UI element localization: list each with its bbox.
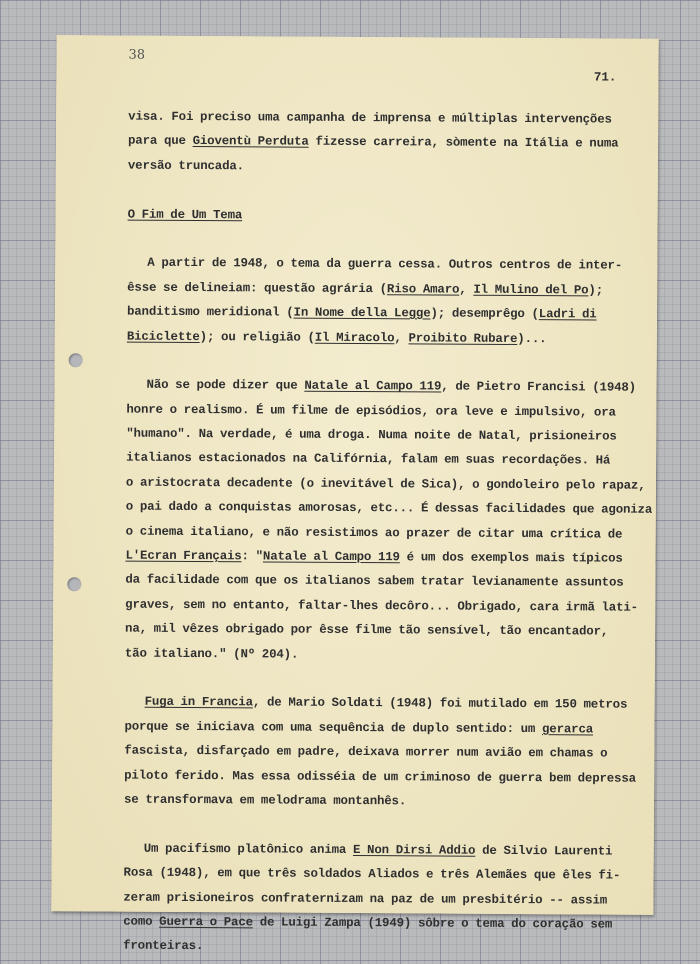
text-line	[127, 275, 649, 303]
text-run: italianos estacionados na Califórnia, falam em suas recordações. Há	[126, 451, 611, 469]
text-line	[124, 836, 646, 864]
text-run: );	[588, 283, 604, 298]
paragraph-gap	[125, 666, 647, 694]
underlined-title: Biciclette	[126, 329, 200, 344]
text-run: A partir de 1948, o tema da guerra cessa. Outros centros de inter-	[147, 256, 623, 273]
underlined-title: Natale al Campo 119	[304, 378, 442, 394]
underlined-title: Gioventù Perduta	[192, 134, 309, 150]
text-line	[125, 617, 647, 645]
paragraph-gap	[127, 227, 649, 255]
paragraph	[128, 202, 650, 230]
text-run: visa. Foi preciso uma campanha de imprensa e múltiplas intervenções	[128, 109, 612, 127]
underlined-title: Proibito Rubare	[408, 330, 518, 346]
typed-page-number: 71.	[593, 70, 617, 85]
text-run: da facilidade com que os italianos sabem tratar levianamente assuntos	[125, 573, 624, 591]
text-line	[125, 495, 653, 523]
text-run: ); desemprêgo (	[430, 306, 539, 322]
text-run: ,	[459, 282, 474, 297]
text-run: êsse se delineiam: questão agrária (	[127, 280, 387, 296]
underlined-title: Guerra o Pace	[159, 914, 253, 930]
text-run: Um pacifismo platônico anima	[143, 841, 354, 857]
underlined-title: E Non Dirsi Addio	[352, 842, 476, 858]
underlined-title: Il Miracolo	[314, 330, 395, 345]
text-line	[125, 568, 647, 596]
paragraph	[123, 836, 646, 961]
paragraph-gap	[128, 178, 650, 206]
text-run: piloto ferido. Mas essa odisséia de um criminoso de guerra bem depressa	[124, 768, 636, 786]
handwritten-page-number: 38	[128, 47, 146, 63]
text-run: tão italiano." (Nº 204).	[124, 646, 299, 662]
paragraph	[124, 373, 653, 669]
paragraph	[128, 105, 650, 181]
underlined-title: In Nome della Legge	[293, 305, 431, 321]
typed-page	[51, 35, 658, 954]
paragraph-gap	[124, 812, 646, 840]
text-run: graves, sem no entanto, faltar-lhes decôro... Obrigado, cara irmã lati-	[125, 597, 639, 615]
text-line	[123, 861, 645, 889]
text-run: versão truncada.	[127, 158, 245, 174]
underlined-title: Il Mulino del Po	[473, 282, 589, 298]
text-run: Rosa (1948), em que três soldados Aliados e três Alemães que êles fi-	[123, 865, 621, 883]
text-line	[128, 202, 650, 230]
text-run: ,	[394, 330, 409, 345]
text-run: fronteiras.	[123, 938, 204, 954]
text-line	[124, 714, 646, 742]
text-run: o pai dado a conquistas amorosas, etc... É dessas facilidades que agoniza	[125, 499, 653, 518]
text-line	[124, 788, 646, 816]
text-run: , de Mario Soldati (1948) foi mutilado em 150 metros	[252, 695, 628, 713]
paragraph-gap	[127, 349, 649, 377]
text-run: , de Pietro Francisi (1948)	[441, 379, 637, 396]
underlined-title: Riso Amaro	[386, 281, 460, 297]
text-line	[127, 324, 649, 352]
text-run: como	[123, 914, 160, 929]
text-line	[128, 153, 650, 181]
text-run: porque se iniciava com uma sequência de duplo sentido: um	[124, 719, 543, 736]
text-run: "humano". Na verdade, é uma droga. Numa noite de Natal, prisioneiros	[126, 426, 617, 444]
text-line	[123, 909, 645, 937]
underlined-title: Natale al Campo 119	[262, 549, 400, 565]
underlined-title: gerarca	[541, 721, 594, 737]
text-run: ); ou religião (	[199, 329, 315, 345]
text-run: Não se pode dizer que	[146, 378, 305, 393]
text-run: fascista, disfarçado em padre, deixava morrer num avião em chamas o	[124, 743, 608, 761]
text-run: )...	[517, 331, 547, 346]
text-line	[127, 300, 649, 328]
punch-hole	[69, 353, 83, 367]
text-run: fizesse carreira, sòmente na Itália e numa	[308, 135, 619, 151]
text-run: : "	[241, 549, 263, 564]
text-line	[124, 763, 646, 791]
text-run: honre o realismo. É um filme de episódios, ora leve e impulsivo, ora	[126, 402, 616, 420]
text-run: banditismo meridional (	[126, 304, 294, 320]
text-line	[125, 592, 647, 620]
text-run: na, mil vêzes obrigado por êsse filme tão sensível, tão encantador,	[125, 621, 609, 639]
text-line	[126, 446, 648, 474]
text-run: o cinema italiano, e não resistimos ao prazer de citar uma crítica de	[125, 524, 623, 542]
text-line	[125, 641, 647, 669]
underlined-title: O Fim de Um Tema	[127, 207, 243, 222]
underlined-title: Fuga in Francia	[144, 695, 253, 710]
underlined-title: Ladri di	[538, 307, 597, 322]
text-line	[126, 373, 648, 401]
text-line	[126, 519, 648, 547]
text-run: é um dos exemplos mais típicos	[399, 550, 623, 566]
punch-hole	[67, 577, 81, 591]
text-line	[126, 470, 648, 498]
text-run: o aristocrata decadente (o inevitável de Sica), o gondoleiro pelo rapaz,	[125, 475, 646, 493]
text-line	[123, 885, 645, 913]
text-line	[126, 422, 648, 450]
paragraph	[127, 251, 650, 352]
text-line	[125, 690, 647, 718]
paragraph	[124, 690, 647, 815]
text-line	[128, 105, 650, 133]
text-run: de Luigi Zampa (1949) sôbre o tema do coração sem	[252, 915, 613, 932]
text-run: de Silvio Laurenti	[475, 843, 613, 859]
text-line	[126, 397, 648, 425]
text-line	[123, 934, 645, 962]
text-line	[125, 544, 647, 572]
text-line	[128, 129, 650, 157]
underlined-title: L'Ecran Français	[125, 548, 242, 564]
text-run: zeram prisioneiros confraternizam na paz de um presbitério -- assim	[123, 890, 608, 908]
text-run: se transformava em melodrama montanhês.	[123, 792, 407, 809]
body-text	[123, 105, 653, 962]
text-run: para que	[127, 133, 193, 149]
text-line	[124, 739, 646, 767]
text-line	[127, 251, 649, 279]
